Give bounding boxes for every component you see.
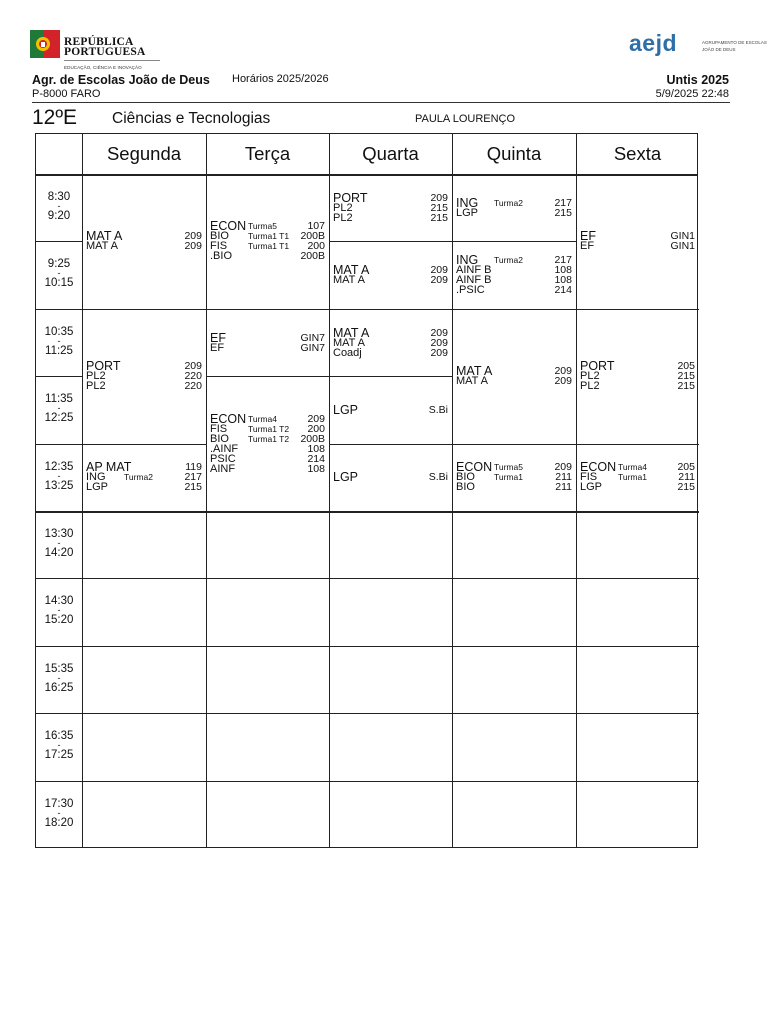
period-divider xyxy=(82,781,206,782)
lesson-block[interactable] xyxy=(456,255,572,295)
lesson-line xyxy=(580,482,695,492)
room-code: 215 xyxy=(430,201,448,214)
lesson-block[interactable] xyxy=(333,190,448,224)
subject-code: FIS xyxy=(210,422,228,435)
day-header-terça: Terça xyxy=(244,143,291,164)
lesson-block[interactable] xyxy=(333,325,448,359)
lesson-line xyxy=(580,241,695,251)
period-divider xyxy=(329,511,452,513)
timetable-grid xyxy=(35,133,698,848)
lesson-line xyxy=(333,348,448,358)
subject-code: EF xyxy=(210,330,226,345)
subject-code: ECON xyxy=(456,460,493,475)
room-code: 215 xyxy=(677,481,695,494)
period-time-dash: - xyxy=(57,740,61,751)
period-start-time: 17:30 xyxy=(44,797,74,810)
room-code: 217 xyxy=(554,196,572,209)
lesson-line xyxy=(86,241,202,251)
period-end-time: 13:25 xyxy=(44,479,74,492)
group-name: Turma5 xyxy=(248,221,277,232)
subject-code: .AINF xyxy=(210,442,239,455)
group-name: Turma1 T2 xyxy=(248,423,290,434)
room-code: 209 xyxy=(307,412,325,425)
ministry-name: EDUCAÇÃO, CIÊNCIA E INOVAÇÃO xyxy=(64,65,142,70)
subject-code: ECON xyxy=(210,219,247,234)
period-divider xyxy=(329,646,452,647)
room-code: 211 xyxy=(555,481,572,494)
lesson-line xyxy=(456,482,572,492)
room-code: S.Bi xyxy=(428,403,448,416)
room-code: 214 xyxy=(307,452,325,465)
subject-code: ECON xyxy=(580,460,617,475)
subject-code: PORT xyxy=(333,190,368,205)
group-name: Turma1 xyxy=(618,472,647,483)
subject-code: EF xyxy=(210,341,225,354)
period-divider xyxy=(329,309,452,310)
room-code: 119 xyxy=(185,461,202,474)
lesson-line xyxy=(210,330,325,345)
lesson-line xyxy=(456,285,572,295)
lesson-line xyxy=(333,213,448,223)
lesson-block[interactable] xyxy=(86,231,202,251)
lesson-block[interactable] xyxy=(210,221,325,261)
period-divider xyxy=(36,241,82,242)
subject-code: MAT A xyxy=(86,229,123,244)
room-code: 209 xyxy=(554,461,572,474)
subject-code: .PSIC xyxy=(456,284,485,297)
subject-code: PL2 xyxy=(580,380,600,393)
lesson-line xyxy=(210,251,325,261)
period-divider xyxy=(206,309,329,310)
aejd-logo-subtitle-2: JOÃO DE DEUS xyxy=(702,47,736,52)
period-time-dash: - xyxy=(57,403,61,414)
room-code: 215 xyxy=(677,380,695,393)
school-name: Agr. de Escolas João de Deus xyxy=(32,73,210,87)
period-divider xyxy=(452,444,576,445)
subject-code: AINF B xyxy=(456,274,492,287)
subject-code: LGP xyxy=(86,481,109,494)
period-start-time: 12:35 xyxy=(44,460,74,473)
period-divider xyxy=(206,578,329,579)
lesson-block[interactable] xyxy=(210,411,325,475)
period-divider xyxy=(576,713,699,714)
period-divider xyxy=(452,241,576,242)
subject-code: PL2 xyxy=(86,380,106,393)
room-code: 220 xyxy=(184,370,202,383)
subject-code: MAT A xyxy=(333,336,365,349)
subject-code: PL2 xyxy=(580,370,600,383)
subject-code: ECON xyxy=(210,411,247,426)
room-code: 108 xyxy=(554,264,572,277)
group-name: Turma2 xyxy=(494,255,523,266)
room-code: 215 xyxy=(430,211,448,224)
subject-code: BIO xyxy=(456,471,475,484)
subject-code: PL2 xyxy=(333,201,353,214)
period-divider xyxy=(576,444,699,445)
subject-code: AP MAT xyxy=(86,460,132,475)
subject-code: AINF B xyxy=(456,264,492,277)
room-code: 205 xyxy=(677,461,695,474)
period-end-time: 17:25 xyxy=(44,749,74,762)
period-divider xyxy=(452,578,576,579)
lesson-block[interactable] xyxy=(333,402,448,417)
room-code: 217 xyxy=(184,471,202,484)
period-divider xyxy=(452,646,576,647)
period-end-time: 9:20 xyxy=(47,210,71,222)
group-name: Turma4 xyxy=(618,462,647,473)
period-divider xyxy=(206,713,329,714)
school-code: P-8000 FARO xyxy=(32,88,101,100)
header-divider xyxy=(32,102,730,103)
period-divider xyxy=(329,578,452,579)
period-end-time: 14:20 xyxy=(44,547,74,559)
subject-code: ING xyxy=(456,253,479,268)
course-name: Ciências e Tecnologias xyxy=(112,110,271,127)
subject-code: FIS xyxy=(580,471,598,484)
subject-code: AINF xyxy=(210,462,236,475)
period-divider xyxy=(82,444,206,445)
group-name: Turma5 xyxy=(494,462,523,473)
group-name: Turma1 T2 xyxy=(248,433,290,444)
room-code: 209 xyxy=(430,264,448,277)
subject-code: LGP xyxy=(333,402,359,417)
period-start-time: 10:35 xyxy=(44,325,74,338)
group-name: Turma1 T1 xyxy=(248,231,290,242)
subject-code: PSIC xyxy=(210,452,236,465)
room-code: GIN1 xyxy=(670,240,695,253)
period-divider xyxy=(576,578,699,579)
day-header-quarta: Quarta xyxy=(362,143,419,164)
republic-name-line1: REPÚBLICA xyxy=(64,36,134,48)
lesson-line xyxy=(333,470,448,485)
period-divider xyxy=(576,781,699,782)
period-divider xyxy=(576,646,699,647)
period-divider xyxy=(576,511,699,513)
lesson-line xyxy=(210,464,325,474)
period-divider xyxy=(206,376,329,377)
republic-name-line2: PORTUGUESA xyxy=(64,46,146,58)
period-time-dash: - xyxy=(57,807,61,818)
lesson-line xyxy=(333,275,448,285)
room-code: 205 xyxy=(677,360,695,373)
period-start-time: 11:35 xyxy=(45,393,73,406)
period-divider xyxy=(206,781,329,782)
subject-code: PL2 xyxy=(333,211,353,224)
period-divider xyxy=(452,713,576,714)
period-end-time: 12:25 xyxy=(44,412,74,425)
room-code: 200B xyxy=(300,432,325,445)
lesson-line xyxy=(210,343,325,353)
subject-code: BIO xyxy=(456,481,475,494)
software-name: Untis 2025 xyxy=(666,73,729,87)
period-divider xyxy=(82,511,206,513)
period-divider xyxy=(206,646,329,647)
subject-code: .BIO xyxy=(210,250,233,263)
subject-code: Coadj xyxy=(333,346,362,359)
period-divider xyxy=(329,376,452,377)
print-date: 5/9/2025 22:48 xyxy=(655,88,729,100)
room-code: 200B xyxy=(300,230,325,243)
room-code: S.Bi xyxy=(428,471,448,484)
day-header-quinta: Quinta xyxy=(486,143,542,164)
lesson-line xyxy=(86,482,202,492)
period-start-time: 15:35 xyxy=(44,662,74,675)
period-divider xyxy=(36,781,82,782)
column-divider xyxy=(82,134,83,847)
room-code: 107 xyxy=(307,220,325,233)
period-divider xyxy=(82,713,206,714)
period-end-time: 10:15 xyxy=(44,277,74,290)
subject-code: BIO xyxy=(210,230,229,243)
teacher-name: PAULA LOURENÇO xyxy=(415,113,516,125)
period-divider xyxy=(329,781,452,782)
room-code: 200 xyxy=(307,240,325,253)
room-code: GIN7 xyxy=(300,341,325,354)
room-code: 215 xyxy=(677,370,695,383)
lesson-line xyxy=(333,338,448,348)
room-code: 209 xyxy=(554,365,572,378)
period-divider xyxy=(329,713,452,714)
subject-code: LGP xyxy=(333,470,359,485)
room-code: 209 xyxy=(554,375,572,388)
period-divider xyxy=(82,578,206,579)
period-end-time: 18:20 xyxy=(44,816,74,829)
subject-code: ING xyxy=(456,195,479,210)
lesson-block[interactable] xyxy=(456,462,572,492)
room-code: GIN1 xyxy=(670,230,695,243)
aejd-logo-word: aejd xyxy=(629,30,678,56)
period-time-dash: - xyxy=(57,201,61,211)
header-row-divider xyxy=(36,174,697,176)
subject-code: FIS xyxy=(210,240,228,253)
lesson-block[interactable] xyxy=(86,462,202,492)
lesson-block[interactable] xyxy=(580,231,695,251)
lesson-block[interactable] xyxy=(580,361,695,391)
period-start-time: 9:25 xyxy=(47,258,71,271)
room-code: 108 xyxy=(307,462,325,475)
period-end-time: 16:25 xyxy=(44,681,74,694)
subject-code: BIO xyxy=(210,432,229,445)
period-divider xyxy=(82,646,206,647)
period-divider xyxy=(36,578,82,579)
lesson-line xyxy=(456,208,572,218)
lesson-line xyxy=(333,325,448,340)
room-code: 215 xyxy=(184,481,202,494)
period-divider xyxy=(36,511,82,513)
group-name: Turma2 xyxy=(124,472,153,483)
subject-code: MAT A xyxy=(456,375,488,388)
period-divider xyxy=(36,646,82,647)
logo-divider xyxy=(64,60,160,61)
subject-code: MAT A xyxy=(333,263,370,278)
subject-code: MAT A xyxy=(333,325,370,340)
room-code: 220 xyxy=(184,380,202,393)
room-code: 108 xyxy=(307,442,325,455)
period-divider xyxy=(82,309,206,310)
room-code: 215 xyxy=(554,206,572,219)
subject-code: ING xyxy=(86,471,106,484)
subject-code: MAT A xyxy=(333,274,365,287)
subject-code: EF xyxy=(580,240,595,253)
room-code: 209 xyxy=(184,230,202,243)
lesson-block[interactable] xyxy=(333,470,448,485)
group-name: Turma1 T1 xyxy=(248,241,290,252)
lesson-line xyxy=(580,381,695,391)
lesson-block[interactable] xyxy=(210,330,325,354)
period-time-dash: - xyxy=(57,538,61,548)
group-name: Turma1 xyxy=(494,472,523,483)
period-time-dash: - xyxy=(57,335,61,346)
timetable-year: Horários 2025/2026 xyxy=(232,73,329,85)
room-code: 217 xyxy=(554,254,572,267)
period-time-dash: - xyxy=(57,470,61,481)
group-name: Turma2 xyxy=(494,197,523,208)
lesson-line xyxy=(86,381,202,391)
period-divider xyxy=(452,511,576,513)
room-code: 211 xyxy=(555,471,572,484)
period-end-time: 15:20 xyxy=(44,614,74,627)
period-divider xyxy=(36,376,82,377)
subject-code: LGP xyxy=(456,206,479,219)
class-code: 12ºE xyxy=(32,106,78,129)
room-code: 209 xyxy=(184,360,202,373)
subject-code: MAT A xyxy=(456,364,493,379)
room-code: 209 xyxy=(430,336,448,349)
lesson-line xyxy=(456,376,572,386)
period-time-dash: - xyxy=(57,268,61,279)
period-start-time: 8:30 xyxy=(47,191,71,203)
subject-code: PORT xyxy=(580,359,615,374)
subject-code: EF xyxy=(580,229,596,244)
lesson-block[interactable] xyxy=(86,361,202,391)
column-divider xyxy=(206,134,207,847)
room-code: 209 xyxy=(430,274,448,287)
period-divider xyxy=(576,309,699,310)
room-code: 209 xyxy=(430,191,448,204)
subject-code: MAT A xyxy=(86,240,118,253)
period-divider xyxy=(452,309,576,310)
period-divider xyxy=(36,713,82,714)
lesson-block[interactable] xyxy=(456,195,572,219)
period-divider xyxy=(329,444,452,445)
day-header-sexta: Sexta xyxy=(613,143,662,164)
room-code: 209 xyxy=(430,326,448,339)
group-name: Turma4 xyxy=(248,413,277,424)
day-header-segunda: Segunda xyxy=(106,143,182,164)
room-code: 200B xyxy=(300,250,325,263)
period-divider xyxy=(329,241,452,242)
room-code: 209 xyxy=(184,240,202,253)
period-start-time: 13:30 xyxy=(44,528,74,540)
period-time-dash: - xyxy=(57,672,61,683)
room-code: 108 xyxy=(554,274,572,287)
period-divider xyxy=(36,309,82,310)
period-start-time: 16:35 xyxy=(44,730,74,743)
period-divider xyxy=(36,444,82,445)
lesson-block[interactable] xyxy=(456,366,572,386)
room-code: GIN7 xyxy=(300,331,325,344)
room-code: 209 xyxy=(430,346,448,359)
aejd-logo-subtitle-1: AGRUPAMENTO DE ESCOLAS xyxy=(702,40,767,45)
room-code: 211 xyxy=(678,471,695,484)
period-divider xyxy=(452,781,576,782)
subject-code: PORT xyxy=(86,359,121,374)
period-time-dash: - xyxy=(57,605,61,616)
lesson-line xyxy=(333,402,448,417)
room-code: 214 xyxy=(554,284,572,297)
lesson-block[interactable] xyxy=(580,462,695,492)
period-divider xyxy=(206,511,329,513)
subject-code: LGP xyxy=(580,481,603,494)
period-start-time: 14:30 xyxy=(44,595,74,608)
lesson-block[interactable] xyxy=(333,265,448,285)
room-code: 200 xyxy=(307,422,325,435)
column-divider xyxy=(576,134,577,847)
period-end-time: 11:25 xyxy=(45,344,73,357)
subject-code: PL2 xyxy=(86,370,106,383)
